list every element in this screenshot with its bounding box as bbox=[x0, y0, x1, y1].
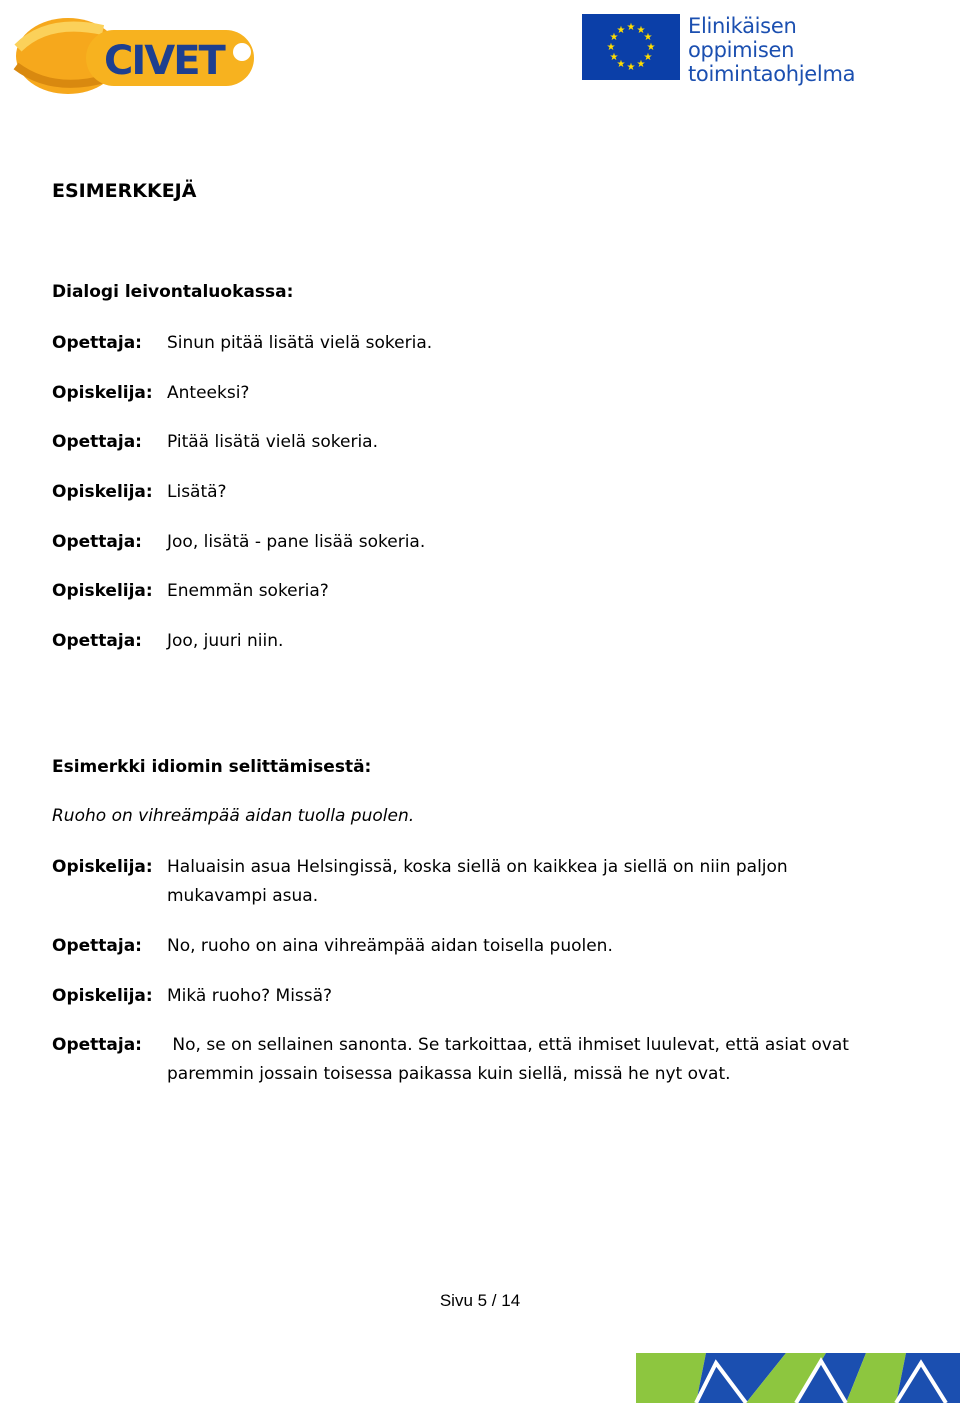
utterance-text: Enemmän sokeria? bbox=[167, 581, 329, 601]
speaker-label: Opiskelija: bbox=[52, 482, 153, 502]
speaker-label: Opettaja: bbox=[52, 532, 142, 552]
utterance-text: Lisätä? bbox=[167, 482, 227, 502]
svg-text:★: ★ bbox=[606, 42, 616, 53]
svg-text:★: ★ bbox=[616, 25, 626, 36]
speaker-label: Opiskelija: bbox=[52, 986, 153, 1006]
speaker-label: Opiskelija: bbox=[52, 383, 153, 403]
decorative-corner-graphic bbox=[636, 1353, 960, 1403]
dialogue1-heading: Dialogi leivontaluokassa: bbox=[52, 282, 294, 302]
utterance-text: Mikä ruoho? Missä? bbox=[167, 986, 333, 1006]
svg-text:★: ★ bbox=[616, 59, 626, 70]
svg-text:★: ★ bbox=[643, 32, 653, 43]
svg-text:★: ★ bbox=[646, 42, 656, 53]
civet-logo-text: CIVET bbox=[104, 38, 224, 84]
speaker-label: Opettaja: bbox=[52, 1035, 142, 1055]
speaker-label: Opiskelija: bbox=[52, 581, 153, 601]
eu-programme-text bbox=[688, 14, 855, 86]
speaker-label: Opettaja: bbox=[52, 631, 142, 651]
svg-text:★: ★ bbox=[636, 25, 646, 36]
utterance-text: Sinun pitää lisätä vielä sokeria. bbox=[167, 333, 433, 353]
utterance-text: No, se on sellainen sanonta. Se tarkoittaa, että ihmiset luulevat, että asiat ovat paremmin jossain toisessa paikassa kuin siellä, missä he nyt ovat. bbox=[167, 1035, 855, 1084]
dialogue2-heading: Esimerkki idiomin selittämisestä: bbox=[52, 757, 372, 777]
svg-text:★: ★ bbox=[626, 62, 636, 73]
speaker-label: Opettaja: bbox=[52, 333, 142, 353]
eu-flag-icon bbox=[582, 14, 680, 80]
utterance-text: Haluaisin asua Helsingissä, koska siellä on kaikkea ja siellä on niin paljon mukavampi asua. bbox=[167, 857, 788, 906]
svg-text:★: ★ bbox=[636, 59, 646, 70]
dialogue-line bbox=[52, 853, 852, 911]
idiom-text: Ruoho on vihreämpää aidan tuolla puolen. bbox=[52, 806, 415, 826]
svg-text:★: ★ bbox=[626, 22, 636, 33]
utterance-text: Joo, juuri niin. bbox=[167, 631, 284, 651]
eu-programme-logo bbox=[582, 14, 862, 86]
svg-text:★: ★ bbox=[609, 52, 619, 63]
dialogue-line bbox=[52, 1031, 855, 1089]
utterance-text: Anteeksi? bbox=[167, 383, 250, 403]
speaker-label: Opiskelija: bbox=[52, 857, 153, 877]
utterance-text: No, ruoho on aina vihreämpää aidan toisella puolen. bbox=[167, 936, 613, 956]
page-title: ESIMERKKEJÄ bbox=[52, 180, 197, 202]
civet-logo bbox=[8, 8, 258, 100]
svg-text:★: ★ bbox=[643, 52, 653, 63]
speaker-label: Opettaja: bbox=[52, 936, 142, 956]
speaker-label: Opettaja: bbox=[52, 432, 142, 452]
eu-text-line-2: oppimisen bbox=[688, 38, 795, 62]
page-number: Sivu 5 / 14 bbox=[439, 1291, 521, 1310]
utterance-text: Joo, lisätä - pane lisää sokeria. bbox=[167, 532, 426, 552]
svg-text:★: ★ bbox=[609, 32, 619, 43]
eu-text-line-3: toimintaohjelma bbox=[688, 62, 856, 86]
eu-text-line-1: Elinikäisen bbox=[688, 14, 797, 38]
utterance-text: Pitää lisätä vielä sokeria. bbox=[167, 432, 378, 452]
